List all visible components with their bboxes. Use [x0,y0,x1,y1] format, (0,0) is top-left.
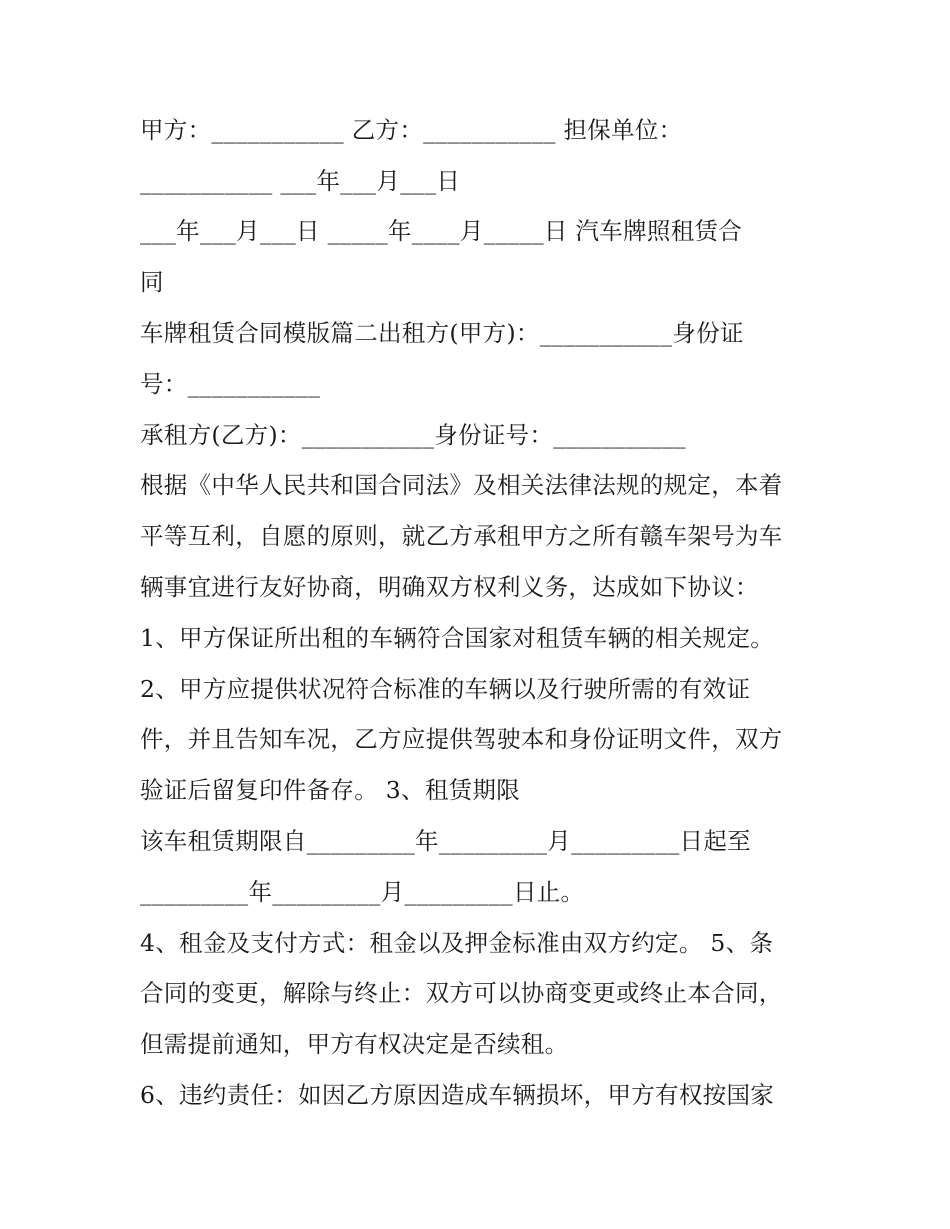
text-line: 但需提前通知，甲方有权决定是否续租。 [140,1030,569,1058]
text-line: 验证后留复印件备存。 3、租赁期限 [140,776,521,804]
text-line: 件，并且告知车况，乙方应提供驾驶本和身份证明文件，双方 [140,725,783,753]
text-line: _________年_________月_________日止。 [140,878,585,906]
text-line: 1、甲方保证所出租的车辆符合国家对租赁车辆的相关规定。 [140,624,775,652]
text-line: ___年___月___日 _____年____月_____日 汽车牌照租赁合 [140,217,743,245]
text-line: 车牌租赁合同模版篇二出租方(甲方)：___________身份证 [140,319,744,347]
text-line: 甲方：___________ 乙方：___________ 担保单位： [140,116,683,144]
text-line: 承租方(乙方)：___________身份证号：___________ [140,421,686,449]
text-line: ___________ ___年___月___日 [140,167,461,195]
text-line: 4、租金及支付方式：租金以及押金标准由双方约定。 5、条 [140,929,774,957]
text-line: 号：___________ [140,370,321,398]
text-line: 合同的变更，解除与终止：双方可以协商变更或终止本合同， [140,979,783,1007]
text-line: 2、甲方应提供状况符合标准的车辆以及行驶所需的有效证 [140,675,751,703]
text-line: 辆事宜进行友好协商，明确双方权利义务，达成如下协议： [140,573,759,601]
text-line: 根据《中华人民共和国合同法》及相关法律法规的规定，本着 [140,471,783,499]
text-line: 平等互利，自愿的原则，就乙方承租甲方之所有赣车架号为车 [140,522,783,550]
text-line: 同 [140,268,164,296]
text-line: 6、违约责任：如因乙方原因造成车辆损坏，甲方有权按国家 [140,1081,775,1109]
text-line: 该车租赁期限自_________年_________月_________日起至 [140,827,751,855]
